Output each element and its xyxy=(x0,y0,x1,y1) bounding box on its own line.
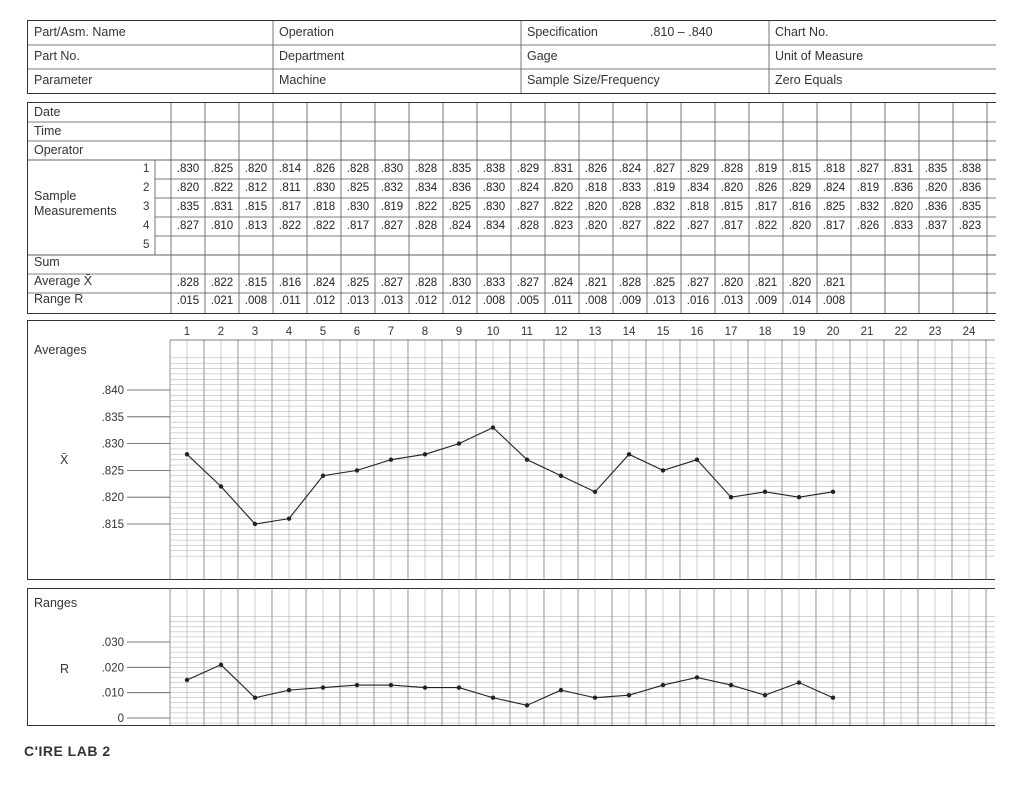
y-tick-label: .835 xyxy=(101,411,124,424)
data-point xyxy=(831,490,835,494)
range-cell: .005 xyxy=(516,295,540,307)
measurement-cell: .827 xyxy=(652,163,676,175)
average-cell: .816 xyxy=(278,277,302,289)
data-point xyxy=(423,685,427,689)
data-point xyxy=(525,457,529,461)
measurement-cell: .820 xyxy=(550,182,574,194)
averages-chart xyxy=(27,320,995,580)
chart-header xyxy=(27,20,996,94)
range-cell: .016 xyxy=(686,295,710,307)
measurement-cell: .810 xyxy=(210,220,234,232)
x-tick-label: 5 xyxy=(319,326,327,338)
data-point xyxy=(797,680,801,684)
measurement-cell: .820 xyxy=(584,201,608,213)
data-point xyxy=(355,683,359,687)
range-cell: .013 xyxy=(720,295,744,307)
measurement-cell: .826 xyxy=(856,220,880,232)
measurement-cell: .836 xyxy=(924,201,948,213)
x-tick-label: 15 xyxy=(656,326,670,338)
measurement-cell: .824 xyxy=(516,182,540,194)
average-cell: .828 xyxy=(176,277,200,289)
data-point xyxy=(661,468,665,472)
measurement-cell: .837 xyxy=(924,220,948,232)
data-point xyxy=(763,693,767,697)
y-tick-label: .820 xyxy=(101,492,124,505)
measurement-cell: .815 xyxy=(720,201,744,213)
sample-row-number: 1 xyxy=(143,163,150,175)
parameter-label: Parameter xyxy=(34,73,93,87)
data-point xyxy=(355,468,359,472)
sample-measurements-label: Sample Measurements xyxy=(34,189,117,218)
measurement-cell: .829 xyxy=(686,163,710,175)
figure-caption: C'IRE LAB 2 xyxy=(24,743,111,759)
measurement-cell: .836 xyxy=(448,182,472,194)
x-tick-label: 4 xyxy=(285,326,293,338)
range-cell: .013 xyxy=(346,295,370,307)
data-point xyxy=(287,516,291,520)
measurement-cell: .830 xyxy=(346,201,370,213)
time-label: Time xyxy=(34,124,62,138)
ranges-chart xyxy=(27,588,995,726)
measurement-cell: .827 xyxy=(176,220,200,232)
data-point xyxy=(457,685,461,689)
range-cell: .014 xyxy=(788,295,812,307)
x-tick-label: 17 xyxy=(724,326,738,338)
x-tick-label: 16 xyxy=(690,326,704,338)
average-cell: .824 xyxy=(312,277,336,289)
measurement-cell: .815 xyxy=(788,163,812,175)
measurement-cell: .834 xyxy=(482,220,506,232)
averages-grid xyxy=(170,340,995,579)
data-point xyxy=(525,703,529,707)
measurement-cell: .819 xyxy=(652,182,676,194)
x-tick-label: 18 xyxy=(758,326,772,338)
part-name-label: Part/Asm. Name xyxy=(34,25,126,39)
y-tick-label: .815 xyxy=(101,519,124,531)
data-point xyxy=(593,490,597,494)
averages-y-ticks xyxy=(102,385,170,531)
measurement-cell: .817 xyxy=(278,201,302,213)
measurement-cell: .836 xyxy=(890,182,914,194)
measurement-cell: .831 xyxy=(210,201,234,213)
measurement-cell: .822 xyxy=(550,201,574,213)
data-point xyxy=(559,474,563,478)
part-no-label: Part No. xyxy=(34,49,80,63)
average-cell: .820 xyxy=(720,277,744,289)
measurement-cell: .823 xyxy=(958,220,982,232)
measurement-cell: .830 xyxy=(176,163,200,175)
measurement-cell: .832 xyxy=(856,201,880,213)
range-cell: .011 xyxy=(551,295,573,307)
specification-value: .810 – .840 xyxy=(650,25,713,39)
x-tick-label: 11 xyxy=(521,326,533,338)
measurement-cell: .831 xyxy=(890,163,914,175)
range-cell: .008 xyxy=(244,295,268,307)
measurement-cell: .827 xyxy=(618,220,642,232)
ranges-y-label: R xyxy=(60,662,70,676)
measurement-cell: .820 xyxy=(176,182,200,194)
measurement-cell: .813 xyxy=(244,220,268,232)
range-cell: .015 xyxy=(176,295,200,307)
measurement-cell: .828 xyxy=(414,220,438,232)
measurement-cell: .829 xyxy=(516,163,540,175)
measurement-cell: .830 xyxy=(312,182,336,194)
measurement-cell: .822 xyxy=(278,220,302,232)
zero-equals-label: Zero Equals xyxy=(775,73,843,87)
average-cell: .822 xyxy=(210,277,234,289)
measurement-cell: .822 xyxy=(210,182,234,194)
data-point xyxy=(423,452,427,456)
department-label: Department xyxy=(279,49,345,63)
measurement-cell: .820 xyxy=(924,182,948,194)
measurement-cell: .828 xyxy=(720,163,744,175)
measurement-cell: .819 xyxy=(754,163,778,175)
data-point xyxy=(185,452,189,456)
sample-row-number: 3 xyxy=(143,201,150,213)
measurement-cell: .820 xyxy=(584,220,608,232)
data-point xyxy=(797,495,801,499)
measurement-cell: .828 xyxy=(618,201,642,213)
data-point xyxy=(219,663,223,667)
x-tick-label: 3 xyxy=(251,326,259,338)
measurement-cell: .824 xyxy=(618,163,642,175)
range-label: Range R xyxy=(34,292,84,306)
measurement-cell: .835 xyxy=(924,163,948,175)
measurement-cell: .831 xyxy=(550,163,574,175)
average-cell: .827 xyxy=(380,277,404,289)
measurement-cell: .830 xyxy=(482,201,506,213)
range-cell: .009 xyxy=(754,295,778,307)
measurement-cell: .834 xyxy=(414,182,438,194)
measurement-cell: .820 xyxy=(244,163,268,175)
data-point xyxy=(253,522,257,526)
data-point xyxy=(627,693,631,697)
x-tick-label: 23 xyxy=(928,326,942,338)
averages-y-label: X̄ xyxy=(60,453,69,467)
average-cell: .821 xyxy=(822,277,846,289)
measurement-cell: .816 xyxy=(788,201,812,213)
range-cell: .008 xyxy=(482,295,506,307)
y-tick-label: .840 xyxy=(101,385,124,397)
measurement-cell: .819 xyxy=(856,182,880,194)
ranges-y-ticks xyxy=(102,637,170,725)
y-tick-label: .020 xyxy=(101,662,124,675)
measurement-cell: .838 xyxy=(482,163,506,175)
x-tick-label: 10 xyxy=(486,326,500,338)
data-point xyxy=(287,688,291,692)
x-tick-label: 2 xyxy=(217,326,225,338)
average-cell: .828 xyxy=(618,277,642,289)
measurement-cell: .825 xyxy=(448,201,472,213)
x-tick-label: 12 xyxy=(554,326,568,338)
data-point xyxy=(185,678,189,682)
data-point xyxy=(729,683,733,687)
measurement-cell: .828 xyxy=(516,220,540,232)
y-tick-label: .825 xyxy=(101,465,124,478)
measurement-cell: .820 xyxy=(720,182,744,194)
data-point xyxy=(321,685,325,689)
measurement-cell: .828 xyxy=(346,163,370,175)
y-tick-label: 0 xyxy=(117,713,124,725)
sample-row-number: 5 xyxy=(143,239,150,251)
data-point xyxy=(389,683,393,687)
average-cell: .828 xyxy=(414,277,438,289)
measurement-cell: .836 xyxy=(958,182,982,194)
header-grid-lines xyxy=(28,21,996,93)
averages-chart-title: Averages xyxy=(34,343,87,357)
average-label: Average X̄ xyxy=(34,274,93,288)
measurement-cell: .822 xyxy=(652,220,676,232)
measurement-cell: .824 xyxy=(822,182,846,194)
average-cell: .820 xyxy=(788,277,812,289)
measurement-cell: .812 xyxy=(244,182,268,194)
measurement-cell: .822 xyxy=(414,201,438,213)
sample-size-label: Sample Size/Frequency xyxy=(527,73,660,87)
data-point xyxy=(559,688,563,692)
x-tick-label: 21 xyxy=(860,326,874,338)
average-cell: .824 xyxy=(550,277,574,289)
gage-label: Gage xyxy=(527,49,558,63)
measurement-cell: .825 xyxy=(822,201,846,213)
range-cell: .009 xyxy=(618,295,642,307)
y-tick-label: .010 xyxy=(101,687,124,700)
average-cell: .821 xyxy=(584,277,608,289)
data-point xyxy=(763,490,767,494)
x-tick-label: 22 xyxy=(894,326,908,338)
measurement-cell: .822 xyxy=(312,220,336,232)
x-tick-label: 1 xyxy=(183,326,191,338)
average-cell: .827 xyxy=(516,277,540,289)
data-point xyxy=(661,683,665,687)
x-tick-label: 13 xyxy=(588,326,602,338)
measurement-cell: .834 xyxy=(686,182,710,194)
measurement-cell: .817 xyxy=(346,220,370,232)
measurement-cell: .824 xyxy=(448,220,472,232)
sample-row-number: 2 xyxy=(143,182,150,194)
data-point xyxy=(491,696,495,700)
range-cell: .012 xyxy=(414,295,438,307)
data-point xyxy=(457,441,461,445)
measurement-cell: .835 xyxy=(448,163,472,175)
x-tick-label: 7 xyxy=(387,326,395,338)
measurement-cell: .823 xyxy=(550,220,574,232)
range-cell: .013 xyxy=(652,295,676,307)
x-tick-label: 8 xyxy=(421,326,429,338)
machine-label: Machine xyxy=(279,73,327,87)
range-cell: .008 xyxy=(822,295,846,307)
measurement-cell: .817 xyxy=(822,220,846,232)
measurement-cell: .818 xyxy=(686,201,710,213)
data-point xyxy=(321,474,325,478)
measurement-cell: .820 xyxy=(788,220,812,232)
measurement-cell: .828 xyxy=(414,163,438,175)
average-cell: .830 xyxy=(448,277,472,289)
measurement-cell: .827 xyxy=(856,163,880,175)
unit-label: Unit of Measure xyxy=(775,49,864,63)
measurement-table xyxy=(27,102,996,314)
operation-label: Operation xyxy=(279,25,334,39)
data-point xyxy=(729,495,733,499)
measurement-cell: .817 xyxy=(720,220,744,232)
ranges-grid xyxy=(170,588,995,725)
operator-label: Operator xyxy=(34,143,84,157)
range-cell: .008 xyxy=(584,295,608,307)
measurement-cell: .827 xyxy=(516,201,540,213)
average-cell: .825 xyxy=(652,277,676,289)
averages-x-ticks xyxy=(170,326,995,340)
measurement-cell: .826 xyxy=(312,163,336,175)
measurement-cell: .827 xyxy=(686,220,710,232)
measurement-cell: .818 xyxy=(312,201,336,213)
sum-label: Sum xyxy=(34,255,60,269)
measurement-cell: .825 xyxy=(346,182,370,194)
measurement-cell: .818 xyxy=(822,163,846,175)
date-label: Date xyxy=(34,105,61,119)
chart-no-label: Chart No. xyxy=(775,25,829,39)
y-tick-label: .830 xyxy=(101,438,124,451)
measurement-cell: .829 xyxy=(788,182,812,194)
measurement-cell: .838 xyxy=(958,163,982,175)
x-tick-label: 14 xyxy=(622,326,636,338)
data-point xyxy=(593,696,597,700)
average-cell: .833 xyxy=(482,277,506,289)
measurement-cell: .830 xyxy=(380,163,404,175)
measurement-cell: .819 xyxy=(380,201,404,213)
data-point xyxy=(253,696,257,700)
measurement-cell: .825 xyxy=(210,163,234,175)
measurement-cell: .827 xyxy=(380,220,404,232)
measurement-cell: .820 xyxy=(890,201,914,213)
data-point xyxy=(627,452,631,456)
measurement-cell: .815 xyxy=(244,201,268,213)
measurement-cell: .835 xyxy=(958,201,982,213)
range-cell: .021 xyxy=(210,295,234,307)
x-tick-label: 20 xyxy=(826,326,840,338)
x-tick-label: 24 xyxy=(962,326,976,338)
average-cell: .825 xyxy=(346,277,370,289)
measurement-cell: .811 xyxy=(279,182,301,194)
x-tick-label: 9 xyxy=(455,326,463,338)
average-cell: .821 xyxy=(754,277,778,289)
average-cell: .815 xyxy=(244,277,268,289)
ranges-chart-title: Ranges xyxy=(34,596,78,610)
specification-label: Specification xyxy=(527,25,598,39)
measurement-cell: .826 xyxy=(754,182,778,194)
y-tick-label: .030 xyxy=(101,637,124,649)
range-cell: .012 xyxy=(312,295,336,307)
range-cell: .013 xyxy=(380,295,404,307)
measurement-cell: .833 xyxy=(618,182,642,194)
x-tick-label: 6 xyxy=(353,326,361,338)
measurement-cell: .817 xyxy=(754,201,778,213)
measurement-cell: .832 xyxy=(380,182,404,194)
data-point xyxy=(831,696,835,700)
data-point xyxy=(491,425,495,429)
data-point xyxy=(389,457,393,461)
range-cell: .011 xyxy=(279,295,301,307)
measurement-cell: .826 xyxy=(584,163,608,175)
measurement-cell: .822 xyxy=(754,220,778,232)
data-point xyxy=(219,484,223,488)
measurement-cell: .833 xyxy=(890,220,914,232)
measurement-cell: .832 xyxy=(652,201,676,213)
data-point xyxy=(695,457,699,461)
range-cell: .012 xyxy=(448,295,472,307)
measurement-cell: .818 xyxy=(584,182,608,194)
measurement-cell: .830 xyxy=(482,182,506,194)
measurement-cell: .835 xyxy=(176,201,200,213)
sample-row-number: 4 xyxy=(143,220,150,232)
average-cell: .827 xyxy=(686,277,710,289)
measurement-cell: .814 xyxy=(278,163,302,175)
x-tick-label: 19 xyxy=(792,326,806,338)
data-point xyxy=(695,675,699,679)
